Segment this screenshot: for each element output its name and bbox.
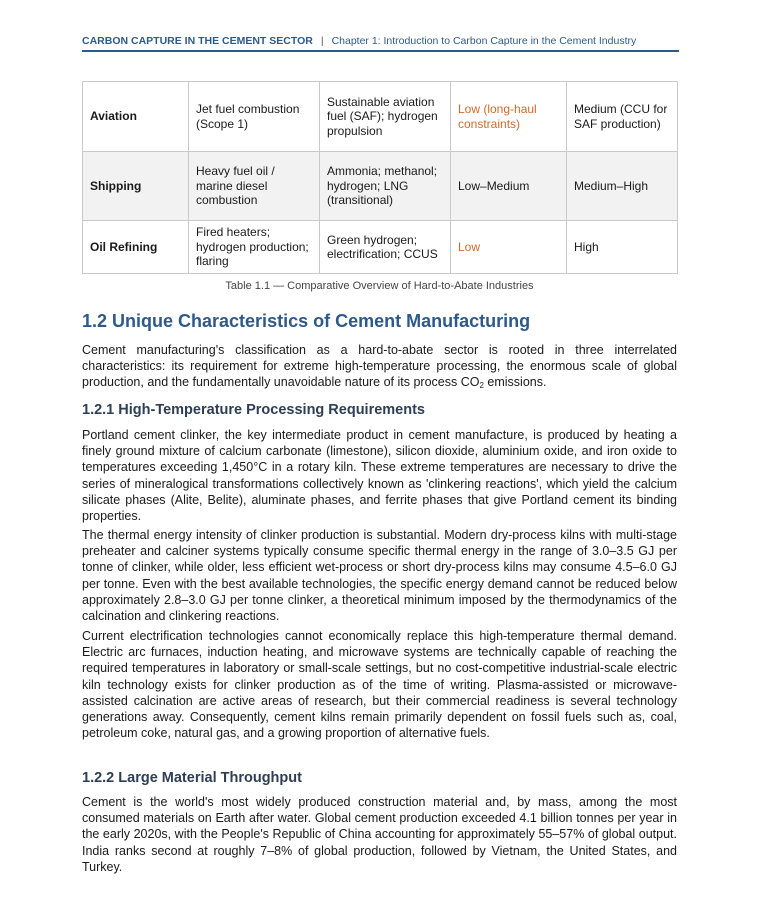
emission-source-cell: Heavy fuel oil / marine diesel combustion: [189, 152, 320, 221]
section-heading: 1.2 Unique Characteristics of Cement Manufacturing: [82, 311, 531, 331]
subsection-heading-high-temperature: 1.2.1 High-Temperature Processing Requirements: [82, 402, 426, 418]
paragraph-clinker: Portland cement clinker, the key intermediate product in cement manufacture, is produced by heating a finely ground mixture of calcium carbonate (limestone), silicon dioxide, aluminium oxide, and iron oxide to temperatures exceeding 1,450°C in a rotary kiln. These extreme temperatures are necessary to drive the series of mineralogical transformations collectively known as 'clinkering reactions', which yield the calcium silicate phases (Alite, Belite), aluminate phases, and ferrite phases that give Portland cement its binding properties.: [82, 428, 677, 524]
running-header: [82, 35, 679, 52]
ccu-cell: High: [567, 221, 678, 274]
table-row: [83, 221, 678, 274]
industry-cell: Oil Refining: [83, 221, 189, 274]
section-intro-paragraph: [82, 342, 677, 395]
ccu-cell: Medium (CCU for SAF production): [567, 82, 678, 152]
table-caption: Table 1.1 — Comparative Overview of Hard-to-Abate Industries: [225, 280, 534, 292]
readiness-cell: Low (long-haul constraints): [451, 82, 567, 152]
ccu-cell: Medium–High: [567, 152, 678, 221]
table-row: [83, 82, 678, 152]
industry-cell: Aviation: [83, 82, 189, 152]
alternatives-cell: Green hydrogen; electrification; CCUS: [320, 221, 451, 274]
co2-subscript: 2: [479, 381, 484, 391]
comparison-table: [82, 81, 677, 274]
alternatives-cell: Ammonia; methanol; hydrogen; LNG (transitional): [320, 152, 451, 221]
paragraph-electrification: Current electrification technologies cannot economically replace this high-temperature thermal demand. Electric arc furnaces, induction heating, and microwave systems are technically capable of reaching the required temperatures in laboratory or small-scale settings, but no cost-competitive industrial-scale electric kiln technology exists for clinker production as of the time of writing. Plasma-assisted or microwave-assisted calcination are active areas of research, but their commercial readiness is several technology generations away. Consequently, cement kilns remain primarily dependent on fossil fuels such as, coal, petroleum coke, natural gas, and a growing proportion of alternative fuels.: [82, 629, 677, 741]
book-title: CARBON CAPTURE IN THE CEMENT SECTOR: [82, 35, 313, 47]
emission-source-cell: Fired heaters; hydrogen production; flaring: [189, 221, 320, 274]
chapter-title: Chapter 1: Introduction to Carbon Capture in the Cement Industry: [331, 35, 637, 47]
intro-text-end: emissions.: [483, 375, 547, 390]
paragraph-throughput: Cement is the world's most widely produced construction material and, by mass, among the most consumed materials on Earth after water. Global cement production exceeded 4.1 billion tonnes per year in the early 2020s, with the People's Republic of China accounting for approximately 55–57% of global output. India ranks second at roughly 7–8% of global production, followed by Vietnam, the United States, and Turkey.: [82, 795, 677, 874]
readiness-cell: Low–Medium: [451, 152, 567, 221]
paragraph-thermal-energy: The thermal energy intensity of clinker production is substantial. Modern dry-process kilns with multi-stage preheater and calciner systems typically consume specific thermal energy in the range of 3.0–3.5 GJ per tonne of clinker, while older, less efficient wet-process or short dry-process kilns may consume 4.5–6.0 GJ per tonne. Even with the best available technologies, the specific energy demand cannot be reduced below approximately 2.8–3.0 GJ per tonne clinker, a theoretical minimum imposed by the thermodynamics of the calcination and clinkering reactions.: [82, 528, 677, 624]
alternatives-cell: Sustainable aviation fuel (SAF); hydrogen propulsion: [320, 82, 451, 152]
header-separator: |: [320, 35, 324, 47]
table-row: [83, 152, 678, 221]
subsection-heading-material-throughput: 1.2.2 Large Material Throughput: [82, 770, 302, 786]
emission-source-cell: Jet fuel combustion (Scope 1): [189, 82, 320, 152]
industry-cell: Shipping: [83, 152, 189, 221]
readiness-cell: Low: [451, 221, 567, 274]
intro-text: Cement manufacturing's classification as a hard-to-abate sector is rooted in three interrelated characteristics: its requirement for extreme high-temperature processing, the enormous scale of global production, and the fundamentally unavoidable nature of its process CO: [82, 343, 677, 390]
